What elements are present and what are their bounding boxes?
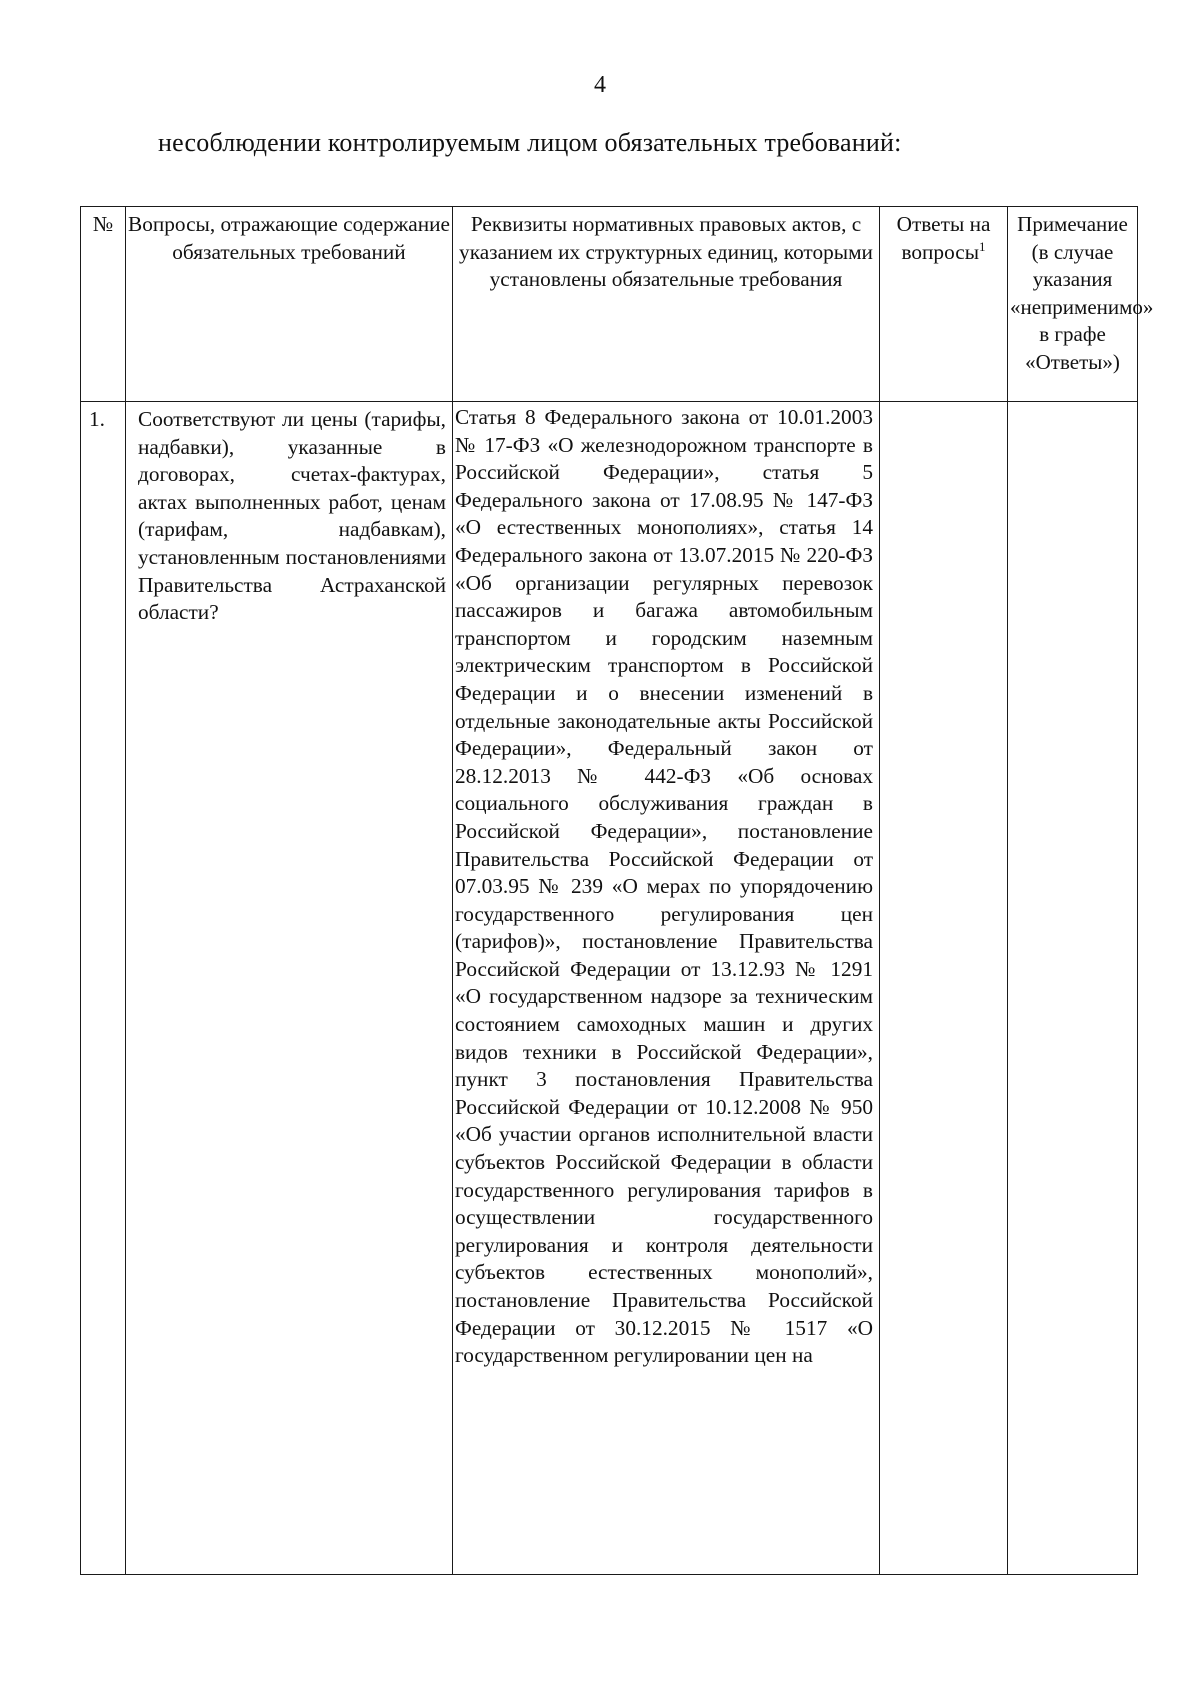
footnote-marker: 1: [979, 238, 986, 254]
header-requisites: Реквизиты нормативных правовых актов, с указанием их структурных единиц, которыми установлены обязательные требования: [453, 207, 880, 402]
note-cell[interactable]: [1008, 402, 1138, 1575]
header-notes: Примечание (в случае указания «неприменимо» в графе «Ответы»): [1008, 207, 1138, 402]
question-cell: [126, 402, 453, 1575]
table-header-row: [81, 207, 1138, 402]
requisites-cell: [453, 402, 880, 1575]
row-number-cell: [81, 402, 126, 1575]
header-answers-label: Ответы на вопросы: [896, 212, 991, 264]
requisites-text: Статья 8 Федерального закона от 10.01.2003 № 17-ФЗ «О железнодорожном транспорте в Российской Федерации», статья 5 Федерального закона от 17.08.95 № 147-ФЗ «О естественных монополиях», статья 14 Федерального закона от 13.07.2015 № 220-ФЗ «Об организации регулярных перевозок пассажиров и багажа автомобильным транспортом и городским наземным электрическим транспортом в Российской Федерации и о внесении изменений в отдельные законодательные акты Российской Федерации», Федеральный закон от 28.12.2013 № 442-ФЗ «Об основах социального обслуживания граждан в Российской Федерации», постановление Правительства Российской Федерации от 07.03.95 № 239 «О мерах по упорядочению государственного регулирования цен (тарифов)», постановление Правительства Российской Федерации от 13.12.93 № 1291 «О государственном надзоре за техническим состоянием самоходных машин и других видов техники в Российской Федерации», пункт 3 постановления Правительства Российской Федерации от 10.12.2008 № 950 «Об участии органов исполнительной власти субъектов Российской Федерации в области государственного регулирования тарифов в осуществлении государственного регулирования и контроля деятельности субъектов естественных монополий», постановление Правительства Российской Федерации от 30.12.2015 № 1517 «О государственном регулировании цен на: [455, 405, 873, 1368]
header-number: №: [81, 207, 126, 402]
header-questions: Вопросы, отражающие содержание обязательных требований: [126, 207, 453, 402]
header-answers: [880, 207, 1008, 402]
checklist-table: [80, 206, 1154, 1575]
section-heading: несоблюдении контролируемым лицом обязательных требований:: [158, 128, 902, 157]
row-number: 1.: [89, 407, 105, 431]
answer-cell[interactable]: [880, 402, 1008, 1575]
question-text: Соответствуют ли цены (тарифы, надбавки), указанные в договорах, счетах-фактурах, актах выполненных работ, ценам (тарифам, надбавкам), установленным постановлениями Правительства Астраханской области?: [138, 407, 446, 625]
page-number: 4: [594, 72, 606, 98]
table-row: [81, 402, 1138, 1575]
